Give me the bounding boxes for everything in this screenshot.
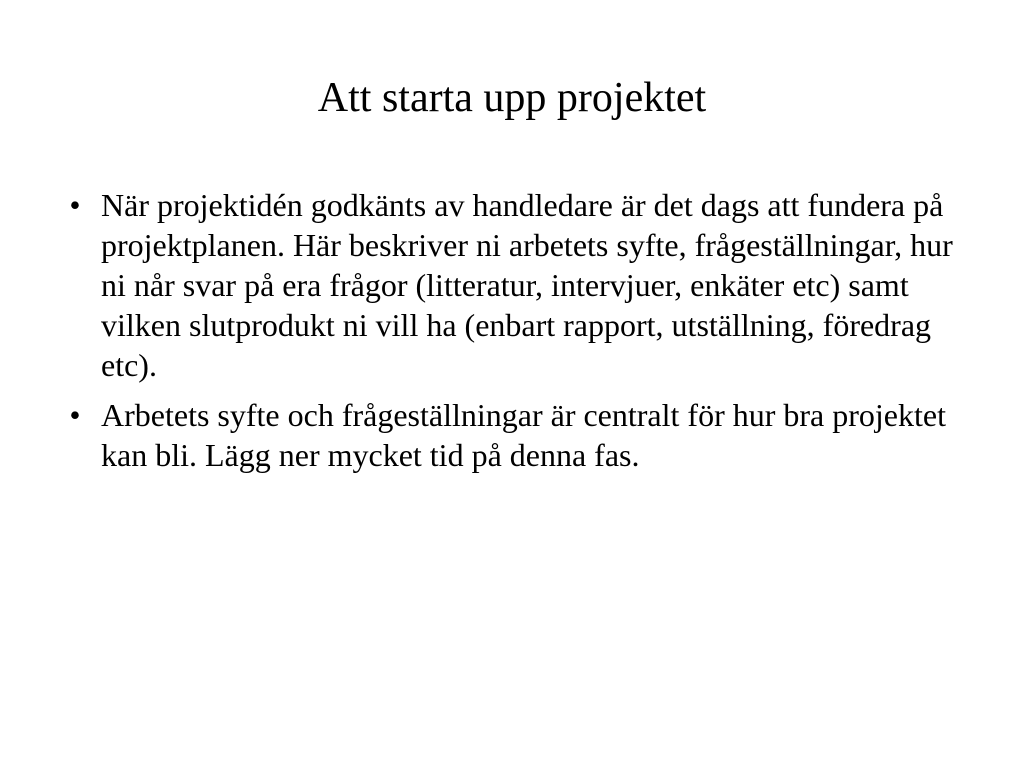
bullet-item [60, 185, 980, 385]
bullet-list [60, 185, 980, 485]
bullet-icon: • [69, 397, 81, 433]
bullet-text: Arbetets syfte och frågeställningar är centralt för hur bra projektet kan bli. Lägg ner mycket tid på denna fas. [101, 397, 946, 473]
bullet-icon: • [69, 187, 81, 223]
bullet-item [60, 395, 980, 475]
bullet-text: När projektidén godkänts av handledare är det dags att fundera på projektplanen. Här beskriver ni arbetets syfte, frågeställningar, hur ni når svar på era frågor (litteratur, intervjuer, enkäter etc) samt vilken slutprodukt ni vill ha (enbart rapport, utställning, föredrag etc). [101, 187, 953, 383]
slide-title: Att starta upp projektet [317, 75, 707, 121]
